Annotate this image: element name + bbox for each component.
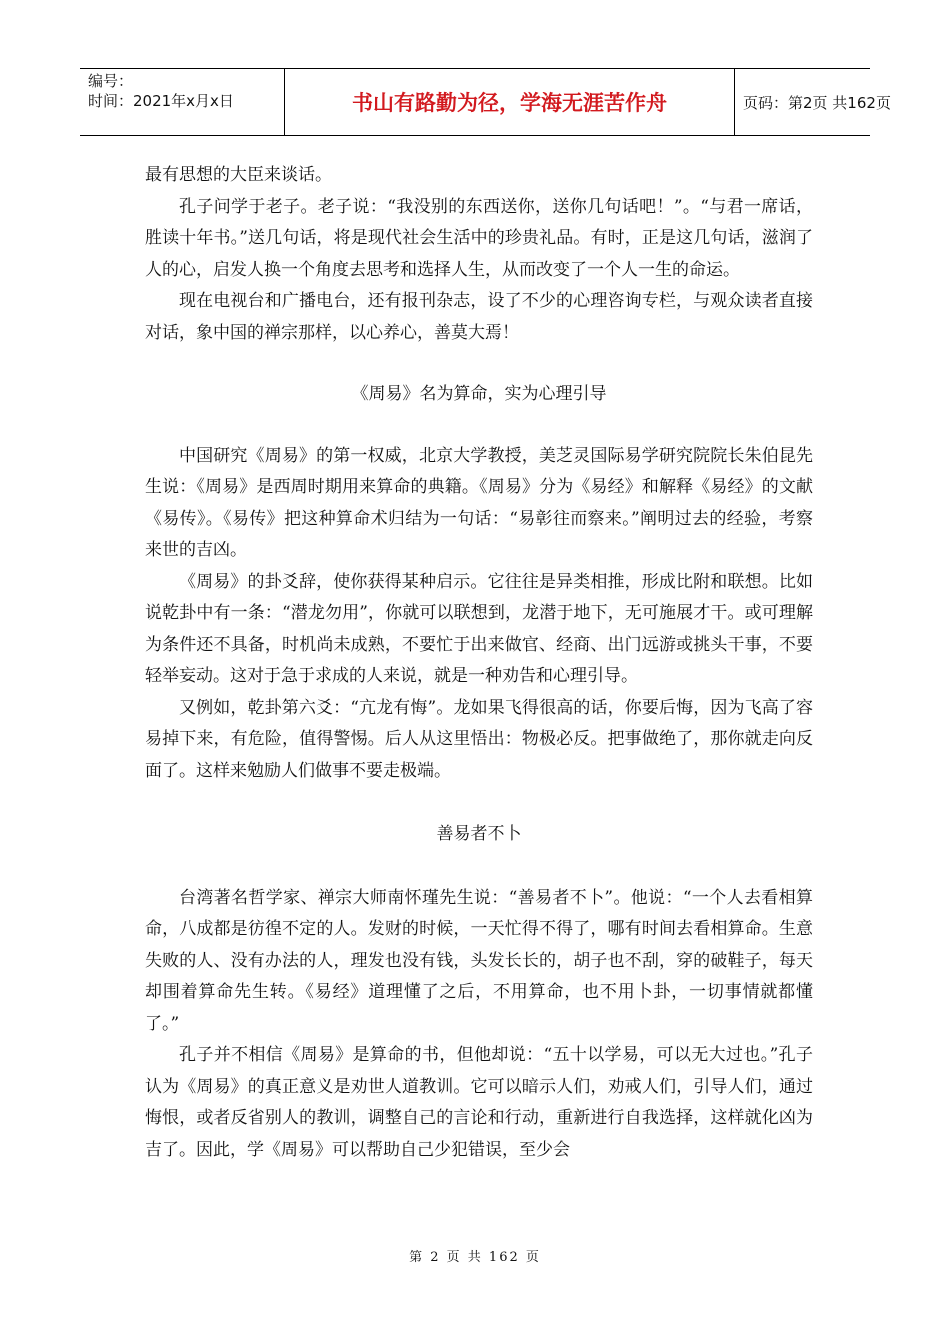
- page-footer: 第 2 页 共 162 页: [409, 1250, 541, 1265]
- paragraph-1: 最有思想的大臣来谈话。: [145, 165, 332, 185]
- paragraph-3: 现在电视台和广播电台，还有报刊杂志，设了不少的心理咨询专栏，与观众读者直接对话，象中国的禅宗那样，以心养心，善莫大焉！: [145, 291, 813, 343]
- page-header: [80, 68, 891, 136]
- section-heading-shanyi: 善易者不卜: [436, 824, 522, 844]
- header-page-label: 页码：第2页 共162页: [743, 93, 891, 112]
- paragraph-8: 孔子并不相信《周易》是算命的书，但他却说：“五十以学易，可以无大过也。”孔子认为《周易》的真正意义是劝世人道教训。它可以暗示人们，劝戒人们，引导人们，通过悔恨，或者反省别人的教训，调整自己的言论和行动，重新进行自我选择，这样就化凶为吉了。因此，学《周易》可以帮助自己少犯错误，至少会: [145, 1045, 813, 1160]
- paragraph-5: 《周易》的卦爻辞，使你获得某种启示。它往往是异类相推，形成比附和联想。比如说乾卦中有一条：“潜龙勿用”，你就可以联想到，龙潜于地下，无可施展才干。或可理解为条件还不具备，时机尚未成熟，不要忙于出来做官、经商、出门远游或挑头干事，不要轻举妄动。这对于急于求成的人来说，就是一种劝告和心理引导。: [145, 571, 813, 686]
- number-label: 编号：: [88, 72, 134, 90]
- paragraph-6: 又例如，乾卦第六爻：“亢龙有悔”。龙如果飞得很高的话，你要后悔，因为飞高了容易掉下来，有危险，值得警惕。后人从这里悟出：物极必反。把事做绝了，那你就走向反面了。这样来勉励人们做事不要走极端。: [145, 697, 813, 781]
- document-body: [145, 160, 813, 1166]
- paragraph-4: 中国研究《周易》的第一权威，北京大学教授，美芝灵国际易学研究院院长朱伯昆先生说：《周易》是西周时期用来算命的典籍。《周易》分为《易经》和解释《易经》的文献《易传》。《易传》把这种算命术归结为一句话：“易彰往而察来。”阐明过去的经验，考察来世的吉凶。: [145, 445, 813, 560]
- header-motto: 书山有路勤为径，学海无涯苦作舟: [285, 69, 735, 135]
- section-heading-zhouyi: 《周易》名为算命，实为心理引导: [351, 384, 607, 404]
- header-meta: [80, 69, 285, 135]
- paragraph-7: 台湾著名哲学家、禅宗大师南怀瑾先生说：“善易者不卜”。他说：“一个人去看相算命，八成都是彷徨不定的人。发财的时候，一天忙得不得了，哪有时间去看相算命。生意失败的人、没有办法的人，理发也没有钱，头发长长的，胡子也不刮，穿的破鞋子，每天却围着算命先生转。《易经》道理懂了之后，不用算命，也不用卜卦，一切事情就都懂了。”: [145, 887, 813, 1034]
- time-label: 时间：2021年x月x日: [88, 92, 234, 110]
- paragraph-2: 孔子问学于老子。老子说：“我没别的东西送你，送你几句话吧！”。“与君一席话，胜读十年书。”送几句话，将是现代社会生活中的珍贵礼品。有时，正是这几句话，滋润了人的心，启发人换一个角度去思考和选择人生，从而改变了一个人一生的命运。: [145, 196, 813, 280]
